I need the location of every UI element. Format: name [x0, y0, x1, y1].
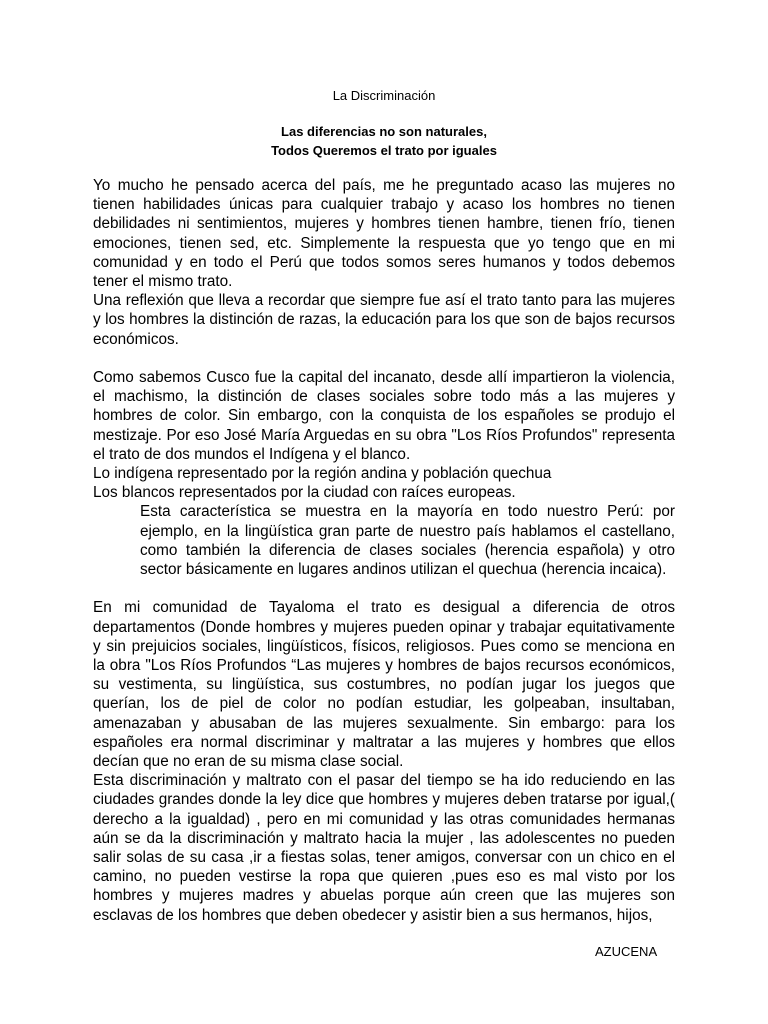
- paragraph-2: Una reflexión que lleva a recordar que siempre fue así el trato tanto para las mujeres y los hombres la distinción de razas, la educación para los que son de bajos recursos económicos.: [93, 292, 675, 348]
- paragraph-1: Yo mucho he pensado acerca del país, me he preguntado acaso las mujeres no tienen habilidades únicas para cualquier trabajo y acaso los hombres no tienen debilidades ni sentimientos, mujeres y hombres tienen hambre, tienen frío, tienen emociones, tienen sed, etc. Simplemente la respuesta que yo tengo que en mi comunidad y en todo el Perú que todos somos seres humanos y todos debemos tener el mismo trato.: [93, 177, 675, 291]
- paragraph-3: Como sabemos Cusco fue la capital del incanato, desde allí impartieron la violencia, el machismo, la distinción de clases sociales sobre todo más a las mujeres y hombres de color. Sin embargo, con la conquista de los españoles se produjo el mestizaje. Por eso José María Arguedas en su obra "Los Ríos Profundos" representa el trato de dos mundos el Indígena y el blanco.: [93, 369, 675, 463]
- paragraph-8: Esta discriminación y maltrato con el pasar del tiempo se ha ido reduciendo en las ciudades grandes donde la ley dice que hombres y mujeres deben tratarse por igual,( derecho a la igualdad) , pero en mi comunidad y las otras comunidades hermanas aún se da la discriminación y maltrato hacia la mujer , las adolescentes no pueden salir solas de su casa ,ir a fiestas solas, tener amigos, conversar con un chico en el camino, no pueden vestirse la ropa que quieren ,pues eso es mal visto por los hombres y mujeres madres y abuelas porque aún creen que las mujeres son esclavas de los hombres que deben obedecer y asistir bien a sus hermanos, hijos,: [93, 772, 675, 924]
- indented-paragraph: Esta característica se muestra en la mayoría en todo nuestro Perú: por ejemplo, en la lingüística gran parte de nuestro país hablamos el castellano, como también la diferencia de clases sociales (herencia española) y otro sector básicamente en lugares andinos utilizan el quechua (herencia incaica).: [140, 503, 675, 579]
- signature: AZUCENA: [595, 944, 658, 959]
- paragraph-7: En mi comunidad de Tayaloma el trato es desigual a diferencia de otros departamentos (Donde hombres y mujeres pueden opinar y trabajar equitativamente y sin prejuicios sociales, lingüísticos, físicos, religiosos. Pues como se menciona en la obra "Los Ríos Profundos “Las mujeres y hombres de bajos recursos económicos, su vestimenta, su lingüística, sus costumbres, no podían jugar los juegos que querían, los de piel de color no podían estudiar, les golpeaban, insultaban, amenazaban y abusaban de las mujeres sexualmente. Sin embargo: para los españoles era normal discriminar y maltratar a las mujeres y hombres que ellos decían que no eran de su misma clase social.: [93, 599, 675, 771]
- subtitle-line-2: Todos Queremos el trato por iguales: [271, 143, 497, 158]
- paragraph-gap: [93, 579, 675, 598]
- document-subtitle: [93, 122, 675, 160]
- paragraph-gap: [93, 349, 675, 368]
- document-title: La Discriminación: [332, 88, 436, 103]
- paragraph-5: Los blancos representados por la ciudad con raíces europeas.: [93, 484, 516, 502]
- subtitle-line-1: Las diferencias no son naturales,: [281, 124, 487, 139]
- paragraph-4: Lo indígena representado por la región andina y población quechua: [93, 465, 552, 483]
- document-body: [93, 176, 675, 925]
